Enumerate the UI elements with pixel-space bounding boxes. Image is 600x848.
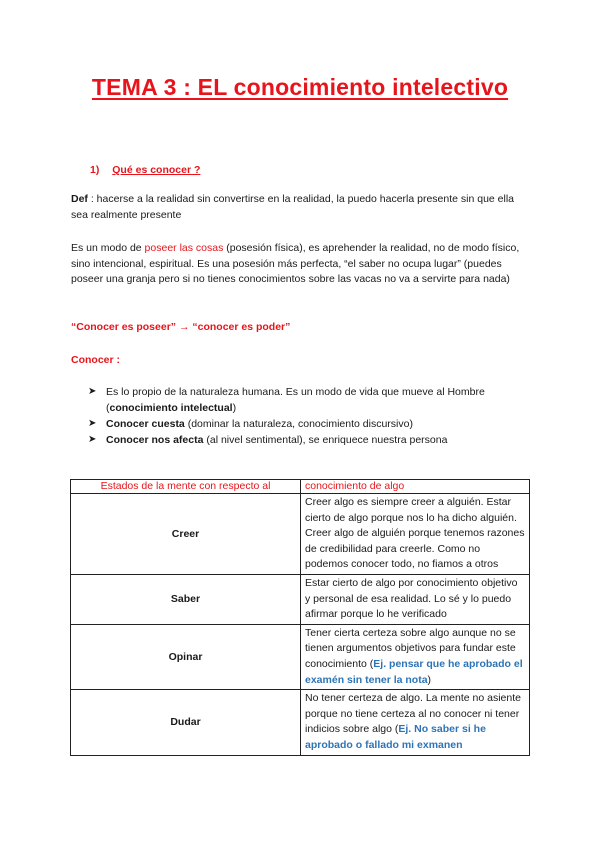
state-term: Dudar xyxy=(71,690,301,755)
table-header-row xyxy=(71,480,530,494)
bullet-text: (al nivel sentimental), se enriquece nuestra persona xyxy=(203,434,448,446)
definition-paragraph xyxy=(71,192,531,223)
state-desc-text: Creer algo es siempre creer a alguién. Estar cierto de algo porque nos lo ha dicho alguién. Creer algo de alguién porque tenemos razones de credibilidad para creerle. Como no podemos conocer todo, no fiamos a otros xyxy=(305,496,525,571)
table-header-right: conocimiento de algo xyxy=(301,480,530,494)
section-number: 1) xyxy=(90,164,100,176)
possession-text-start: Es un modo de xyxy=(71,242,145,254)
bullet-bold: Conocer nos afecta xyxy=(106,434,204,446)
list-item xyxy=(88,384,528,416)
state-desc-text: Tener cierta certeza sobre algo aunque no se tienen argumentos objetivos para fundar este conocimiento ( xyxy=(305,626,516,670)
state-description xyxy=(301,574,530,624)
bullet-text-end: ) xyxy=(232,402,237,414)
mental-states-table xyxy=(70,479,530,756)
possession-text-end: (posesión física), es aprehender la realidad, no de modo físico, sino intencional, espiritual. Es una posesión más perfecta, “el saber no ocupa lugar” (puedes poseer una granja pero si no tienes conocimientos sobre las vacas no va a servirte para nada) xyxy=(71,242,520,285)
table-row xyxy=(71,574,530,624)
definition-label: Def xyxy=(71,193,88,205)
arrow-bullet-icon: ➤ xyxy=(88,434,97,445)
arrow-bullet-icon: ➤ xyxy=(88,418,97,429)
bullet-list xyxy=(88,384,528,448)
bullet-bold: Conocer cuesta xyxy=(106,418,185,430)
table-row xyxy=(71,494,530,575)
state-desc-text: No tener certeza de algo. La mente no asiente porque no tiene certeza al no conocer ni tener indicios sobre algo ( xyxy=(305,692,521,736)
state-term: Saber xyxy=(71,574,301,624)
bullet-text: Es lo propio de la naturaleza humana. Es un modo de vida que mueve al Hombre ( xyxy=(106,386,485,414)
state-description xyxy=(301,690,530,755)
table-row xyxy=(71,624,530,689)
list-item xyxy=(88,432,528,448)
possession-highlight: poseer las cosas xyxy=(144,242,224,254)
bullet-text: (dominar la naturaleza, conocimiento discursivo) xyxy=(184,418,413,430)
arrow-bullet-icon: ➤ xyxy=(88,386,97,397)
quote-line: “Conocer es poseer” → “conocer es poder” xyxy=(71,321,291,333)
definition-text: : hacerse a la realidad sin convertirse en la realidad, la puedo hacerla presente sin que ella sea realmente presente xyxy=(71,193,515,221)
state-term: Opinar xyxy=(71,624,301,689)
state-desc-close: ) xyxy=(427,673,432,686)
possession-paragraph xyxy=(71,241,531,288)
state-description xyxy=(301,624,530,689)
section-heading xyxy=(90,164,200,176)
table-header-left: Estados de la mente con respecto al xyxy=(71,480,301,494)
state-term: Creer xyxy=(71,494,301,575)
section-label: Qué es conocer ? xyxy=(112,164,201,176)
table-row xyxy=(71,690,530,755)
page-title: TEMA 3 : EL conocimiento intelectivo xyxy=(91,74,509,100)
conocer-heading: Conocer : xyxy=(71,354,121,366)
list-item xyxy=(88,416,528,432)
bullet-bold: conocimiento intelectual xyxy=(109,402,233,414)
state-example: Ej. pensar que he aprobado el examén sin tener la nota xyxy=(305,657,523,686)
state-description xyxy=(301,494,530,575)
state-example: Ej. No saber si he aprobado o fallado mi exmanen xyxy=(305,723,486,751)
state-desc-text: Estar cierto de algo por conocimiento objetivo y personal de esa realidad. Lo sé y lo puedo afirmar porque lo he verificado xyxy=(305,576,518,621)
